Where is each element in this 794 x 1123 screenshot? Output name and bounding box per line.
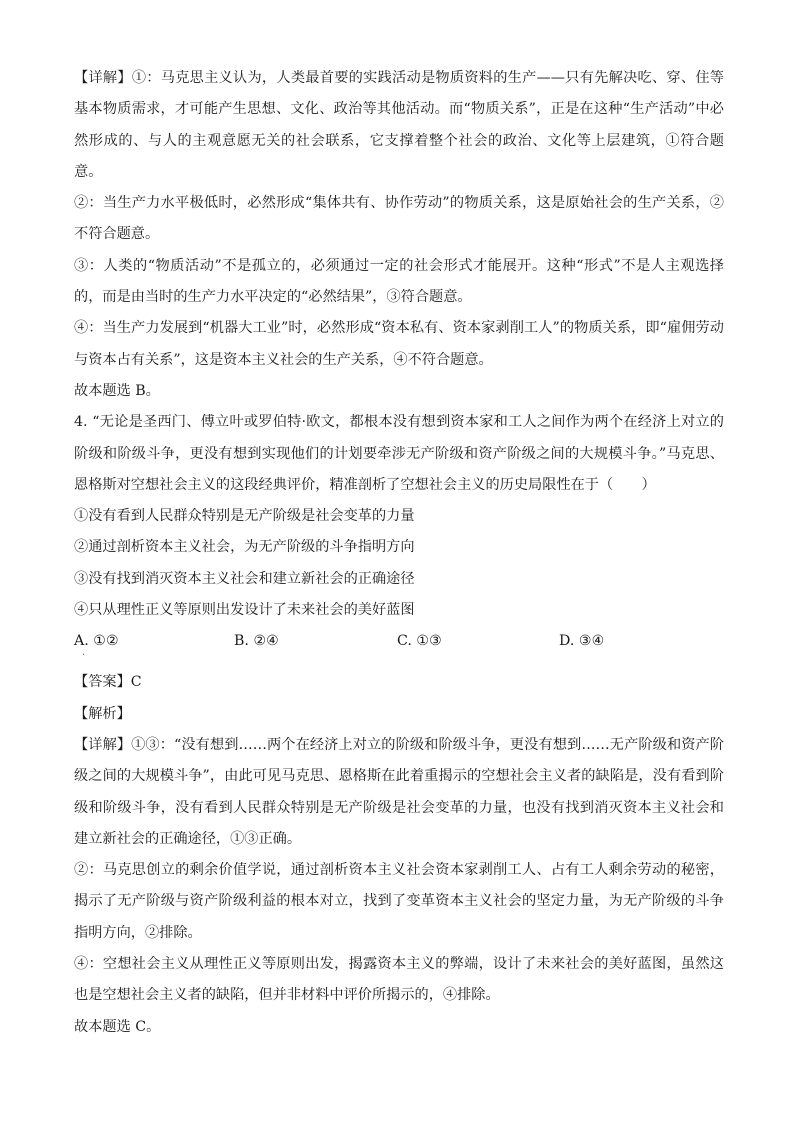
prev-conclusion: 故本题选 B。: [74, 382, 160, 399]
option-d: D. ③④: [559, 633, 605, 650]
stray-dot-mark: ·: [82, 650, 86, 662]
question-stem: 4. “无论是圣西门、傅立叶或罗伯特·欧文，都根本没有想到资本家和工人之间作为两个在经济上对立的阶级和阶级斗争，更没有想到实现他们的计划要牵涉无产阶级和资产阶级之间的大规模斗争。”马克思、恩格斯对空想社会主义的这段经典评价，精准剖析了空想社会主义的历史局限性在于（ ）: [74, 414, 724, 493]
analysis-conclusion: 故本题选 C。: [74, 1018, 161, 1035]
prev-explanation-point-2: ②：当生产力水平极低时，必然形成“集体共有、协作劳动”的物质关系，这是原始社会的生产关系，②不符合题意。: [74, 195, 724, 243]
analysis-point-2: ②：马克思创立的剩余价值学说，通过剖析资本主义社会资本家剥削工人、占有工人剩余劳动的秘密，揭示了无产阶级与资产阶级利益的根本对立，找到了变革资本主义社会的坚定力量，为无产阶级的斗争指明方向，②排除。: [74, 862, 724, 941]
document-page: [74, 63, 724, 1043]
question-item-1: ①没有看到人民群众特别是无产阶级是社会变革的力量: [74, 508, 415, 525]
answer-label: 【答案】C: [74, 674, 142, 691]
spacer: [74, 657, 724, 667]
option-a: A. ①②: [74, 633, 119, 650]
analysis-label: 【解析】: [74, 705, 131, 722]
analysis-point-4: ④：空想社会主义从理性正义等原则出发，揭露资本主义的弊端，设计了未来社会的美好蓝图，虽然这也是空想社会主义者的缺陷，但并非材料中评价所揭示的，④排除。: [74, 956, 724, 1004]
question-item-4: ④只从理性正义等原则出发设计了未来社会的美好蓝图: [74, 602, 415, 619]
question-item-2: ②通过剖析资本主义社会，为无产阶级的斗争指明方向: [74, 539, 415, 556]
prev-explanation-point-1: 【详解】①：马克思主义认为，人类最首要的实践活动是物质资料的生产——只有先解决吃、穿、住等基本物质需求，才可能产生思想、文化、政治等其他活动。而“物质关系”，正是在这种“生产活动”中必然形成的、与人的主观意愿无关的社会联系，它支撑着整个社会的政治、文化等上层建筑，①符合题意。: [74, 70, 724, 180]
answer-options: [74, 626, 724, 662]
prev-explanation-point-4: ④：当生产力发展到“机器大工业”时，必然形成“资本私有、资本家剥削工人”的物质关系，即“雇佣劳动与资本占有关系”，这是资本主义社会的生产关系，④不符合题意。: [74, 320, 724, 368]
prev-explanation-point-3: ③：人类的“物质活动”不是孤立的，必须通过一定的社会形式才能展开。这种“形式”不是人主观选择的，而是由当时的生产力水平决定的“必然结果”，③符合题意。: [74, 257, 724, 306]
option-c: C. ①③: [397, 633, 442, 650]
option-b: B. ②④: [234, 633, 279, 650]
question-item-3: ③没有找到消灭资本主义社会和建立新社会的正确途径: [74, 570, 415, 587]
analysis-point-1-3: 【详解】①③：“没有想到……两个在经济上对立的阶级和阶级斗争，更没有想到……无产阶级和资产阶级之间的大规模斗争”，由此可见马克思、恩格斯在此着重揭示的空想社会主义者的缺陷是，没有看到阶级和阶级斗争，没有看到人民群众特别是无产阶级是社会变革的力量，也没有找到消灭资本主义社会和建立新社会的正确途径，①③正确。: [74, 736, 724, 847]
